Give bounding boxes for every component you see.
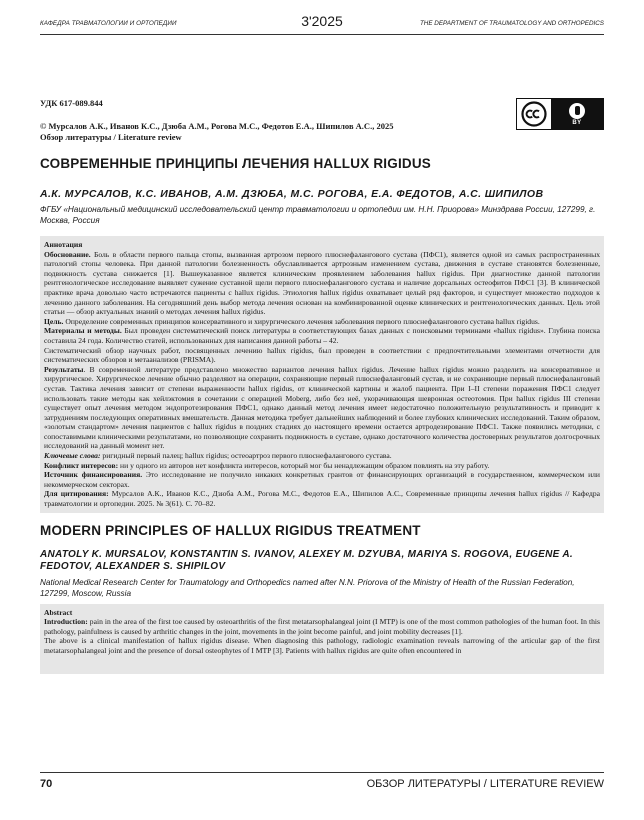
citation-label: Для цитирования: <box>44 489 109 499</box>
abstract-methods <box>44 326 600 345</box>
aim-text: Определение современных принципов консервативного и хирургического лечения заболевания первого плюснефалангового сустава hallux rigidus. <box>63 316 540 326</box>
rationale-label: Обоснование. <box>44 249 91 259</box>
article-title-ru: СОВРЕМЕННЫЕ ПРИНЦИПЫ ЛЕЧЕНИЯ HALLUX RIGIDUS <box>40 156 432 171</box>
issue-number: 3'2025 <box>301 13 343 29</box>
results-label: Результаты <box>44 364 84 374</box>
authors-en: ANATOLY K. MURSALOV, KONSTANTIN S. IVANOV, ALEXEY M. DZYUBA, MARIYA S. ROGOVA, EUGENE A. FEDOTOV, ALEXANDER S. SHIPILOV <box>40 548 573 573</box>
rationale-text: Боль в области первого пальца стопы, вызванная артрозом первого плюснефалангового сустава (ПФС1), является одной из самых распространенных патологий стопы человека. При данной патологии болезненность обуславливается артрозным изменением сустава, движения в суставе становятся болезненные, подвижность сустава снижается [1]. Вышеуказанное является клиническим проявлением заболевания hallux rigidus. При диагностике данной патологии рентгенологическое исследование выявляет сужение суставной щели первого плюснефалангового сустава и наличие дорсальных остеофитов ПФС1 [3]. В клинической практике врача довольно часто встречаются пациенты с hallux rigidus. Этиология hallux rigidus охватывает целый ряд факторов, и существует множество подходов к лечению данного заболевания. На сегодняшний день выбор метода лечения основан на комбинированной оценке клинических и рентгенологических данных. Цель этой статьи — обзор актуальных знаний о методах лечения hallux rigidus. <box>44 249 600 317</box>
abstract-methods-2: Систематический обзор научных работ, посвященных лечению hallux rigidus, был проведен в соответствии с предпочтительными элементами отчетности для систематических обзоров и метаанализов (PRISMA). <box>44 345 600 365</box>
funding-label: Источник финансирования. <box>44 470 143 480</box>
copyright-line: © Мурсалов А.К., Иванов К.С., Дзюба А.М., Рогова М.С., Федотов Е.А., Шипилов А.С., 2025 <box>40 121 394 131</box>
abstract-para2-en: The above is a clinical manifestation of hallux rigidus disease. When diagnosing this pathology, radiologic examination reveals narrowing of the articular gap of the first metatarsophalangeal joint and the presence of dorsal osteophytes of I MTP [3]. Patients with hallux rigidus are quite often encountered in <box>44 636 600 655</box>
journal-name-en: THE DEPARTMENT OF TRAUMATOLOGY AND ORTHOPEDICS <box>419 20 604 27</box>
methods-label: Материалы и методы. <box>44 326 122 336</box>
running-head <box>0 0 644 46</box>
keywords-label: Ключевые слова: <box>44 451 101 461</box>
aim-label: Цель. <box>44 316 64 326</box>
abstract-ru <box>40 236 604 513</box>
keywords-text: ригидный первый палец; hallux rigidus; остеоартроз первого плюснефалангового сустава. <box>100 451 392 461</box>
funding-text: Это исследование не получило никаких конкретных грантов от финансирующих организаций в государственном, коммерческом или некоммерческом секторах. <box>44 470 600 489</box>
journal-name-ru: КАФЕДРА ТРАВМАТОЛОГИИ И ОРТОПЕДИИ <box>40 20 177 27</box>
license-label: BY <box>572 119 582 126</box>
page-footer <box>40 772 604 792</box>
affiliation-en: National Medical Research Center for Traumatology and Orthopedics named after N.N. Priorova of the Ministry of Health of the Russian Federation, 127299, Moscow, Russia <box>40 577 575 598</box>
article-front-matter <box>40 98 604 674</box>
article-type: Обзор литературы / Literature review <box>40 132 182 142</box>
header-rule <box>40 34 604 35</box>
page-number: 70 <box>40 778 53 790</box>
methods-text: Был проведен систематический поиск литературы в соответствующих базах данных с поисковыми терминами «hallux rigidus». Глубина поиска составила 24 года. Количество статей, использованных для написания данной работы – 42. <box>44 326 600 345</box>
conflict-of-interest <box>44 461 600 471</box>
keywords <box>44 451 600 461</box>
intro-text: pain in the area of the first toe caused by osteoarthritis of the first metatarsophalangeal joint (I MTP) is one of the most common pathologies of the human foot. In this pathology, painfulness is caused by arthritic changes in the joint, movements in the joint become painful, and joint mobility decreases [1]. <box>44 617 600 636</box>
intro-label: Introduction: <box>44 617 88 627</box>
abstract-en <box>40 604 604 674</box>
footer-rule <box>40 772 604 773</box>
authors-ru: А.К. МУРСАЛОВ, К.С. ИВАНОВ, А.М. ДЗЮБА, М.С. РОГОВА, Е.А. ФЕДОТОВ, А.С. ШИПИЛОВ <box>40 188 544 200</box>
section-name: ОБЗОР ЛИТЕРАТУРЫ / LITERATURE REVIEW <box>366 778 604 790</box>
abstract-intro-en <box>44 617 600 636</box>
udc-code: УДК 617-089.844 <box>40 98 103 108</box>
results-text: . В современной литературе представлено множество вариантов лечения hallux rigidus. Лечение hallux rigidus можно разделить на консервативное и хирургическое. Хирургическое лечение обычно разделяют на операции, сохраняющие первый плюснефаланговый сустав, и не сохраняющие первый плюснефаланговый сустав. Тактика лечения зависит от степени выраженности hallux rigidus, от клинической картины и жалоб пациента. При I–II степени поражения ПФС1 следует использовать такие методы как хейлэктомия в сочетании с операцией Moberg, либо без неё, укорачивающая шевронная остеотомия. При hallux rigidus III степени существует опыт лечения методом эндопротезирования ПФС1, однако данный метод лечения имеет недостаточно положительную результативность и приводит к затруднениям последующих оперативных вмешательств. Данная методика требует дальнейших наблюдений и более глубоких клинических исследований. Таким образом, «золотым стандартом» лечения пациентов с hallux rigidus в поздних стадиях до настоящего времени остается артродезирование ПФС1. Также появились методики, с сопоставимыми клиническими результатами, но позволяющие сохранить подвижность в суставе, однако достаточного количества достоверных результатов долгосрочных исследований на данный момент нет. <box>44 364 600 451</box>
abstract-aim <box>44 317 600 327</box>
article-title-en: MODERN PRINCIPLES OF HALLUX RIGIDUS TREATMENT <box>40 522 421 538</box>
citation <box>44 489 600 508</box>
funding-source <box>44 470 600 489</box>
conflict-label: Конфликт интересов: <box>44 460 119 470</box>
abstract-results <box>44 365 600 451</box>
abstract-heading-ru: Аннотация <box>44 240 83 249</box>
abstract-rationale <box>44 250 600 317</box>
affiliation-ru: ФГБУ «Национальный медицинский исследовательский центр травматологии и ортопедии им. Н.Н. Приорова» Минздрава России, 127299, г. Москва, Россия <box>40 205 596 225</box>
conflict-text: ни у одного из авторов нет конфликта интересов, который мог бы ненадлежащим образом повлиять на эту работу. <box>118 460 490 470</box>
abstract-heading-en: Abstract <box>44 607 73 617</box>
citation-text: Мурсалов А.К., Иванов К.С., Дзюба А.М., Рогова М.С., Федотов Е.А., Шипилов А.С., Современные принципы лечения hallux rigidus // Кафедра травматологии и ортопедии. 2025. № 3(61). С. 70–82. <box>44 489 600 509</box>
